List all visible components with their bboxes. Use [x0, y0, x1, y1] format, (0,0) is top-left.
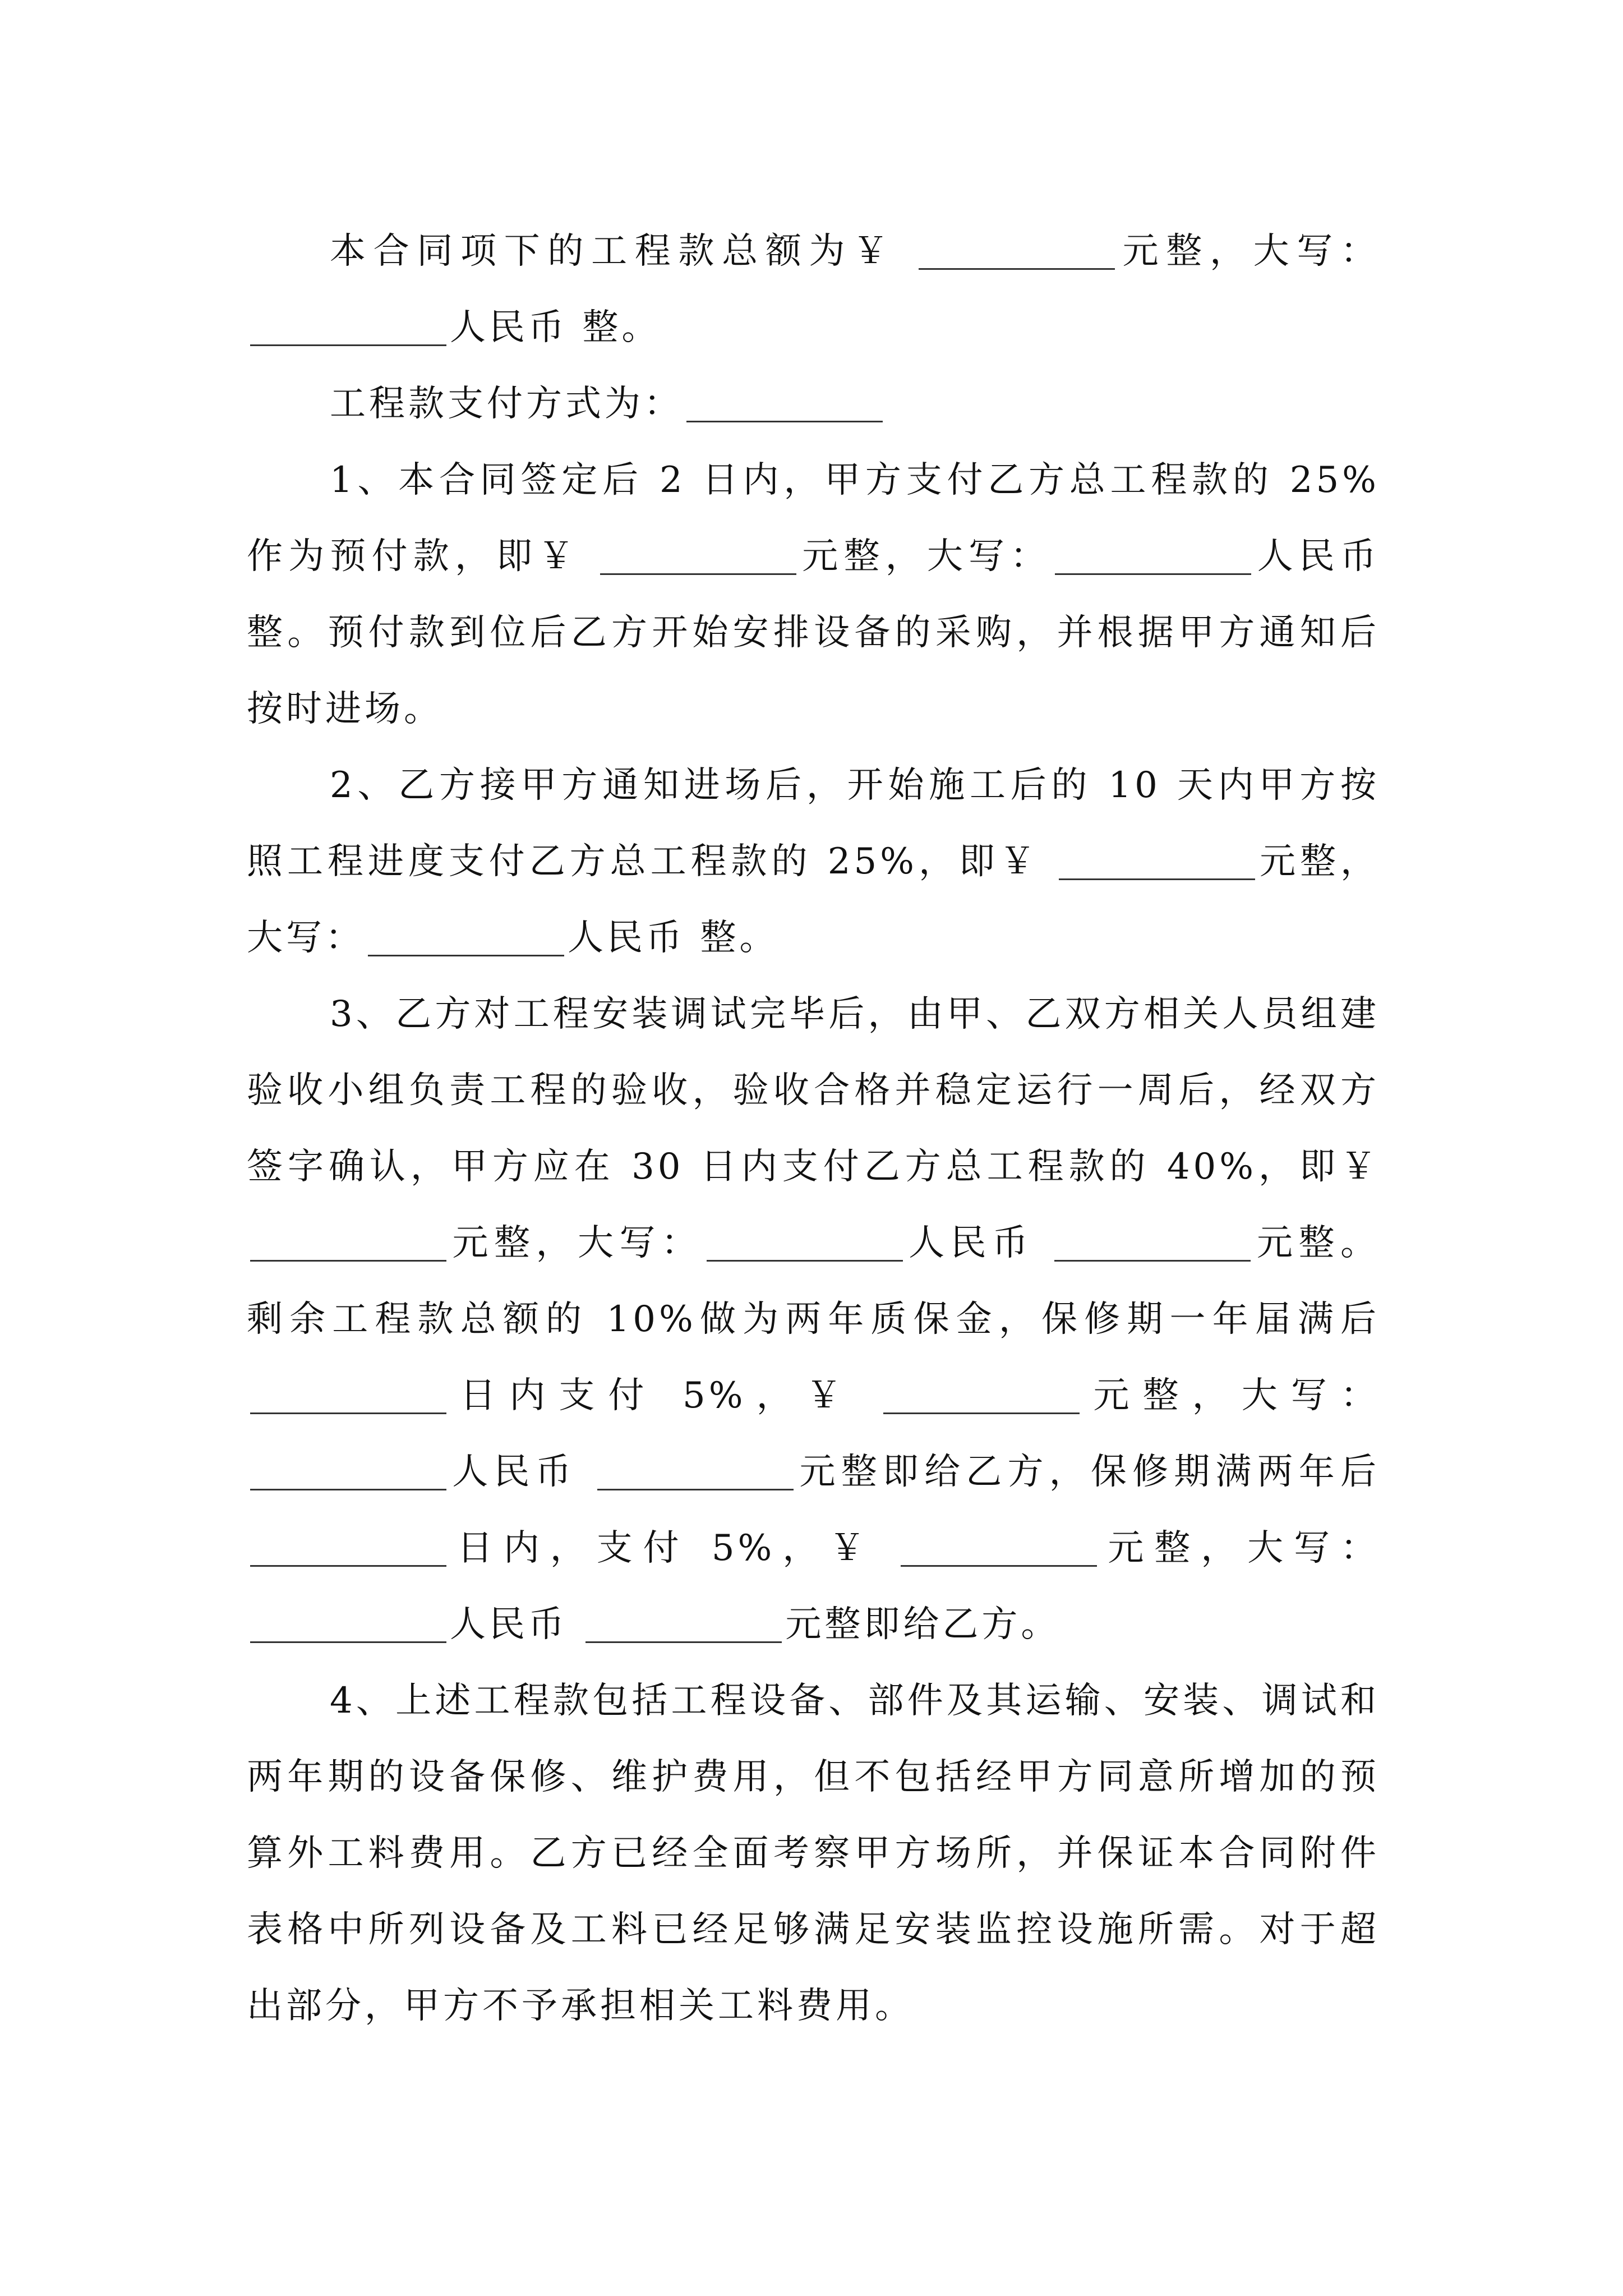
text-run: 元整，大写：	[1083, 1375, 1380, 1416]
fill-in-blank[interactable]	[250, 1373, 446, 1414]
fill-in-blank[interactable]	[250, 1450, 446, 1490]
text-run: 本合同项下的工程款总额为￥	[330, 231, 915, 272]
text-run: 元整，大写：	[1118, 231, 1380, 272]
text-run: 元整即给乙方，保修期满两年后	[797, 1451, 1380, 1493]
text-run: 人民币	[906, 1222, 1052, 1264]
text-run: 4、上述工程款包括工程设备、部件及其运输、安装、调试和两年期的设备保修、维护费用，但不包括经甲方同意所增加的预算外工料费用。乙方已经全面考察甲方场所，并保证本合同附件表格中所列设备及工料已经足够满足安装监控设施所需。对于超出部分，甲方不予承担相关工料费用。	[247, 1680, 1380, 2027]
fill-in-blank[interactable]	[250, 1602, 446, 1643]
fill-in-blank[interactable]	[585, 1602, 782, 1643]
text-run: 2、乙方接甲方通知进场后，开始施工后的 10 天内甲方按照工程进度支付乙方总工程款的 25%，即￥	[247, 765, 1380, 882]
fill-in-blank[interactable]	[919, 229, 1115, 270]
fill-in-blank[interactable]	[250, 1526, 446, 1567]
text-run: 元整。剩余工程款总额的 10%做为两年质保金，保修期一年届满后	[247, 1222, 1380, 1340]
text-run: 元整，大写：	[1100, 1527, 1380, 1569]
fill-in-blank[interactable]	[901, 1526, 1097, 1567]
text-run: 人民币 整。预付款到位后乙方开始安排设备的采购，并根据甲方通知后按时进场。	[247, 536, 1380, 730]
text-run: 1、本合同签定后 2 日内，甲方支付乙方总工程款的 25%作为预付款，即￥	[247, 459, 1380, 577]
text-run: 元整，大写：	[800, 536, 1052, 577]
paragraph-total-amount	[247, 213, 1380, 366]
fill-in-blank[interactable]	[1054, 1221, 1251, 1262]
fill-in-blank[interactable]	[600, 534, 796, 575]
text-run: 人民币 整。	[450, 307, 661, 348]
text-run: 人民币 整。	[568, 917, 779, 959]
paragraph-clause-1	[247, 442, 1380, 747]
text-run: 3、乙方对工程安装调试完毕后，由甲、乙双方相关人员组建验收小组负责工程的验收，验收合格并稳定运行一周后，经双方签字确认，甲方应在 30 日内支付乙方总工程款的 40%，即￥	[247, 993, 1380, 1188]
fill-in-blank[interactable]	[368, 915, 564, 956]
fill-in-blank[interactable]	[707, 1221, 903, 1262]
fill-in-blank[interactable]	[1055, 534, 1251, 575]
document-body	[247, 213, 1380, 2044]
text-run: 人民币	[450, 1451, 594, 1493]
text-run: 元整，大写：	[247, 841, 1380, 959]
paragraph-clause-4	[247, 1663, 1380, 2044]
fill-in-blank[interactable]	[250, 305, 446, 346]
paragraph-clause-3	[247, 976, 1380, 1663]
text-run: 元整，大写：	[450, 1222, 703, 1264]
paragraph-payment-method	[247, 366, 1380, 442]
text-run: 日内支付 5%，￥	[450, 1375, 880, 1416]
paragraph-clause-2	[247, 747, 1380, 976]
text-run: 日内，支付 5%，￥	[450, 1527, 898, 1569]
fill-in-blank[interactable]	[883, 1373, 1080, 1414]
fill-in-blank[interactable]	[597, 1450, 794, 1490]
fill-in-blank[interactable]	[250, 1221, 446, 1262]
text-run: 人民币	[450, 1604, 583, 1645]
text-run: 元整即给乙方。	[785, 1604, 1061, 1645]
text-run: 工程款支付方式为：	[330, 383, 683, 425]
fill-in-blank[interactable]	[686, 381, 883, 422]
fill-in-blank[interactable]	[1059, 839, 1255, 880]
